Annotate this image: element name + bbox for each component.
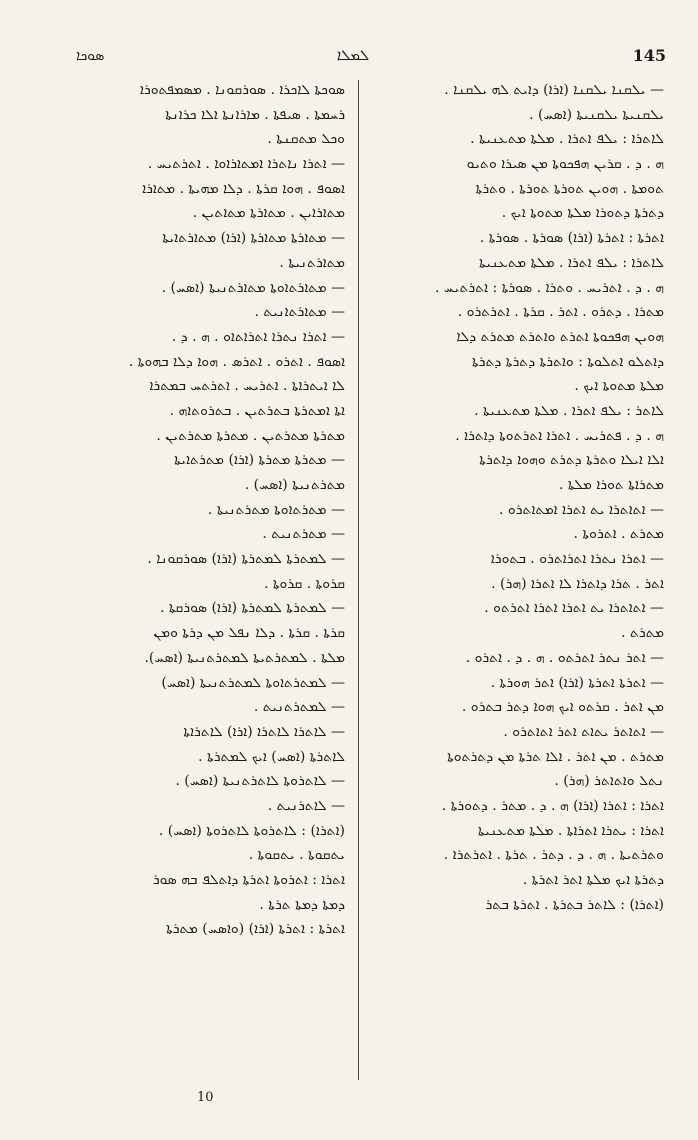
text-line: — ܐܬܐܬܪܐ ܝܬ ܐܬܪܐ ܐܬܪܐ ܐܬܪܬܘ . <box>484 600 664 617</box>
text-line: ܗܘܝܢ ܗܦܟܘܬܐ ܐܬܪܬ ܘܐܬܪܬ ܡܬܪܬ ܕܠܐ <box>456 328 664 345</box>
text-line: ܠܐܬܪܐ : ܝܠܦ ܐܬܪܐ . ܡܠܬܐ ܡܬܥܢܝܬܐ . <box>470 131 664 148</box>
text-line: ܗ . ܕ . ܦܬܪܝܚ . ܐܬܪܐ ܐܬܪܬܘܬܐ ܕܐܬܪܐ . <box>455 427 664 444</box>
column-divider <box>358 80 359 1080</box>
text-line: — ܐܬܪܬܐ ܐܬܪܬܐ (ܐܪܐ) ܐܬܪ ܗܘܪܬܐ . <box>490 674 664 691</box>
text-line: — ܠܡܬܪܬܐ ܠܡܬܪܬܐ (ܐܪܐ) ܣܘܪܩܬܐ . <box>159 600 345 617</box>
page-header <box>40 42 666 70</box>
text-line: — ܝܠܩܢܐ ܝܠܩܢܐ (ܐܪܐ) ܕܐܝܬ ܠܗ ܝܠܩܢܐ . <box>444 82 664 98</box>
text-line: ܠܐ ܐܝܬܪܐܬܐ . ܐܬܪܝܚ . ܐܬܪܬܚ ܒܡܬܪܐ <box>149 378 345 395</box>
text-line: — ܐܬܐܬܪܐ ܝܬ ܐܬܪܐ ܐܡܬܐܬܪܘ . <box>499 501 664 518</box>
text-line: ܡܬܪܐܬܐ ܬܘܪܐ ܡܠܬܐ . <box>558 477 664 493</box>
text-line: ܐܬܪܬܐ : ܐܬܪܬܐ (ܐܪܐ) (ܘܐܣܚ) ܡܬܪܬܐ <box>166 921 345 938</box>
text-line: ܡܬܪܬܐ ܡܬܪܬܝܢ . ܡܬܪܬܐ ܡܬܪܬܝܢ . <box>156 427 345 444</box>
text-line: — ܐܬܪ ܢܬܪ ܐܬܪܬܘ . ܗ . ܕ . ܐܬܪܘ . <box>465 649 664 666</box>
text-line: ܕܬܪܬܐ ܐܝܟ ܡܠܬܐ ܐܬܪ ܐܬܪܬܐ . <box>522 872 664 888</box>
text-line: ܡܬܪܬ . <box>621 625 664 642</box>
text-line: — ܐܬܪܐ ܢܬܪܐ ܐܬܪܐܬܐܘ . ܗ . ܕ . <box>171 328 345 345</box>
text-line: — ܐܬܪܐ ܢܐܬܪܐ ܐܡܬܐܪܐܘܐ . ܐܬܪܬܝܚ . <box>147 156 345 173</box>
text-line: ܗ . ܕ . ܩܪܝܢ ܗܦܟܘܬܐ ܡܢ ܣܝܪܐ ܘܬܝܘ <box>466 156 664 173</box>
running-head-left: ܣܘܟܐ <box>76 48 105 64</box>
text-line: — ܠܐܬܪܢܝܬ . <box>267 797 345 814</box>
text-line: ܐܠܐ ܐܝܠܐ ܘܬܪܬܐ ܕܬܪܬ ܘܗܘܐ ܕܐܬܪܬܐ <box>479 452 664 469</box>
text-line: ܡܬܪܬ . ܡܢ ܐܬܪ . ܐܠܐ ܬܪܬܐ ܡܢ ܕܬܪܬܘܬܐ <box>447 748 664 765</box>
text-line: ܡܢ ܐܬܪ . ܩܪܬܘ ܐܝܟ ܗܘܐ ܕܬܪ ܒܬܪܘ . <box>461 699 664 716</box>
text-line: — ܐܬܐܬܪ ܝܬܐܬ ܐܬܪ ܐܬܐܬܪܘ . <box>503 723 664 740</box>
text-line: ܐܬܪܐ : ܐܬܪܐ (ܐܪܐ) ܗ . ܕ . ܡܬܪ . ܕܬܘܪܬܐ . <box>441 797 664 814</box>
text-line: ܕܐܬܠܘ ܐܬܠܘܬܐ : ܘܐܬܪܬܐ ܕܬܪܬܐ ܕܬܪܬܐ <box>471 353 664 370</box>
text-line: ܘܬܪܬܝܬܐ . ܗ . ܕ . ܕܬܪ . ܬܪܬܐ . ܐܬܪܬܪܐ . <box>443 847 664 864</box>
text-line: (ܐܬܪܐ) : ܠܐܬܪ ܒܬܪܬܐ . ܐܬܪܬܐ ܒܬܪ <box>485 896 664 913</box>
text-line: ܠܐܬܪ : ܝܠܦ ܐܬܪܐ . ܡܠܬܐ ܡܬܥܢܝܬܐ . <box>474 402 664 419</box>
text-line: ܬܘܡܬܐ . ܗܘܝܢ ܬܘܪܬܐ ܬܘܪܬܐ . ܘܬܪܬܐ <box>475 180 664 197</box>
text-line: — ܡܬܐܪܬܐ ܡܬܐܪܬܐ (ܐܪܐ) ܡܬܐܪܬܐܝܬܐ <box>162 230 345 247</box>
text-line: — ܐܬܪܐ ܢܬܪܐ ܐܬܪܐܬܪܘ . ܒܬܘܪܐ <box>490 551 664 568</box>
text-line: ܠܐܬܪܬܐ (ܐܣܚ) ܐܝܟ ܠܡܬܪܬܐ . <box>198 748 345 765</box>
page-number: 145 <box>632 46 666 65</box>
text-line: — ܠܡܬܪܬܐ ܠܡܬܪܬܐ (ܐܪܐ) ܣܘܪܩܘܢܐ . <box>147 551 345 568</box>
text-line: ܝܬܩܘܬܐ . ܝܬܩܘܬܐ . <box>248 847 345 864</box>
text-line: — ܡܬܪܬܐܘܬܐ ܡܬܪܬܢܝܬܐ . <box>207 501 345 518</box>
text-line: ܐܬܐ ܐܡܬܪܬܐ ܒܬܪܬܝܢ . ܒܬܪܘܬܐܗ . <box>169 402 345 419</box>
text-line: ܐܬܪܬܐ : ܐܬܪܬܐ (ܐܪܐ) ܣܘܪܬܐ . ܣܘܪܬܐ . <box>479 230 664 247</box>
text-line: — ܠܐܬܪܘܬܐ ܠܐܬܪܬܢܝܬܐ (ܐܣܚ) . <box>175 773 345 790</box>
text-line: — ܡܬܪܬܐ ܡܬܪܬܐ (ܐܪܐ) ܡܬܪܬܐܝܬܐ <box>174 452 345 469</box>
text-line: (ܐܬܪܐ) : ܠܐܬܪܘܬܐ ܠܐܬܪܘܬܐ (ܐܣܚ) . <box>158 822 345 839</box>
text-line: ܕܬܪܬܐ ܕܬܘܪܐ ܡܠܬܐ ܡܬܘܬܐ ܐܝܟ . <box>501 205 664 222</box>
text-line: ܝܠܩܢܝܬܐ ܝܠܩܢܝܬܐ (ܐܣܚ) . <box>529 106 664 123</box>
text-line: ܠܐܬܪܐ : ܝܠܦ ܐܬܪܐ . ܡܠܬܐ ܡܬܥܢܝܬܐ <box>479 254 664 271</box>
text-line: ܐܬܪܐ : ܐܬܪܘܬܐ ܐܬܪܬܐ ܕܐܬܠܦ ܒܗ ܣܘܪ <box>152 872 345 888</box>
text-line: ܡܠܬܐ . ܠܡܬܪܬܝܬܐ ܠܡܬܪܬܢܝܬܐ (ܐܣܚ). <box>144 649 345 666</box>
text-line: ܐܣܘܦ . ܐܬܪܘ . ܐܬܪܣ . ܗܘܐ ܕܠܐ ܒܗܘܬܐ . <box>128 353 345 370</box>
text-line: ܩܪܘܬܐ . ܩܪܘܬܐ . <box>263 575 345 592</box>
text-line: ܐܣܘܦ . ܗܘܐ ܩܪܬܐ . ܕܠܐ ܡܗܝܬܐ . ܡܬܐܪܐ <box>142 180 345 197</box>
text-line: ܩܪܬܐ . ܩܪܬܐ . ܕܠܐ ܢܦܠ ܡܢ ܕܪܬܐ ܘܡܢ <box>153 625 345 642</box>
left-column <box>70 78 345 1078</box>
text-line: ܡܬܪܬ . ܐܬܪܘܬܐ . <box>573 526 664 543</box>
text-line: ܢܬܠ ܘܐܬܐܬܪ (ܗܪ) . <box>554 773 664 790</box>
text-line: — ܡܬܪܬܢܝܬ . <box>262 526 345 543</box>
text-line: ܐܬܪܐ : ܝܬܪܐ ܐܬܪܐܬܐ . ܡܠܬܐ ܡܬܥܢܝܬܐ <box>477 822 664 839</box>
text-line: — ܠܡܬܪܬܐܘܬܐ ܠܡܬܪܬܢܝܬܐ (ܐܣܚ) <box>161 674 345 691</box>
right-column <box>372 78 664 1078</box>
text-line: ܘܟܠ ܡܬܩܢܬܐ . <box>267 131 345 148</box>
text-line: ܪܚܡܬܐ . ܣܝܦܬܐ . ܡܐܪܐܢܬܐ ܐܠܐ ܟܪܐܢܬܐ <box>165 106 345 123</box>
text-line: ܡܬܪܐ . ܕܬܪܘ . ܐܬܪ . ܩܪܬܐ . ܐܬܪܬܪܘ . <box>457 304 664 321</box>
text-line: — ܠܐܬܪܐ ܠܐܬܪܐ (ܐܪܐ) ܠܐܬܪܐܬܐ <box>183 723 345 740</box>
text-line: ܡܬܪܬܢܝܬܐ (ܐܣܚ) . <box>244 477 345 493</box>
text-line: — ܠܡܬܪܬܢܝܬ . <box>253 699 345 716</box>
text-line: ܣܘܟܬܐ ܠܐܟܪܐ . ܣܘܪܩܘܢܐ . ܡܣܡܦܬܘܪܐ <box>139 82 345 98</box>
text-line: ܡܬܐܪܬܢܝܬܐ . <box>279 254 345 271</box>
printer-signature: 10 <box>197 1090 214 1105</box>
text-line: ܗ . ܕ . ܐܬܪܝܚ . ܘܬܪܐ . ܣܘܪܬܐ : ܐܬܪܬܝܚ . <box>435 279 664 296</box>
running-head-center: ܠܡܠܐ <box>336 46 370 64</box>
text-line: — ܡܬܐܪܬܐܘܬܐ ܡܬܐܪܬܢܝܬܐ (ܐܣܚ) . <box>161 279 345 296</box>
text-line: ܡܬܐܪܐܝܢ . ܡܬܐܪܬܐ ܡܬܐܬܝܢ . <box>192 205 345 222</box>
text-line: — ܡܬܐܪܬܐܢܝܬ . <box>254 304 345 321</box>
text-line: ܕܡܬܐ ܕܡܬܐ ܬܪܬܐ . <box>259 896 345 913</box>
text-line: ܐܬܪ . ܬܪܐ ܕܐܬܪܐ ܠܐ ܐܬܪܐ (ܗܪ) . <box>491 575 664 592</box>
text-line: ܡܠܬܐ ܡܬܘܬܐ ܐܝܟ . <box>574 378 664 395</box>
